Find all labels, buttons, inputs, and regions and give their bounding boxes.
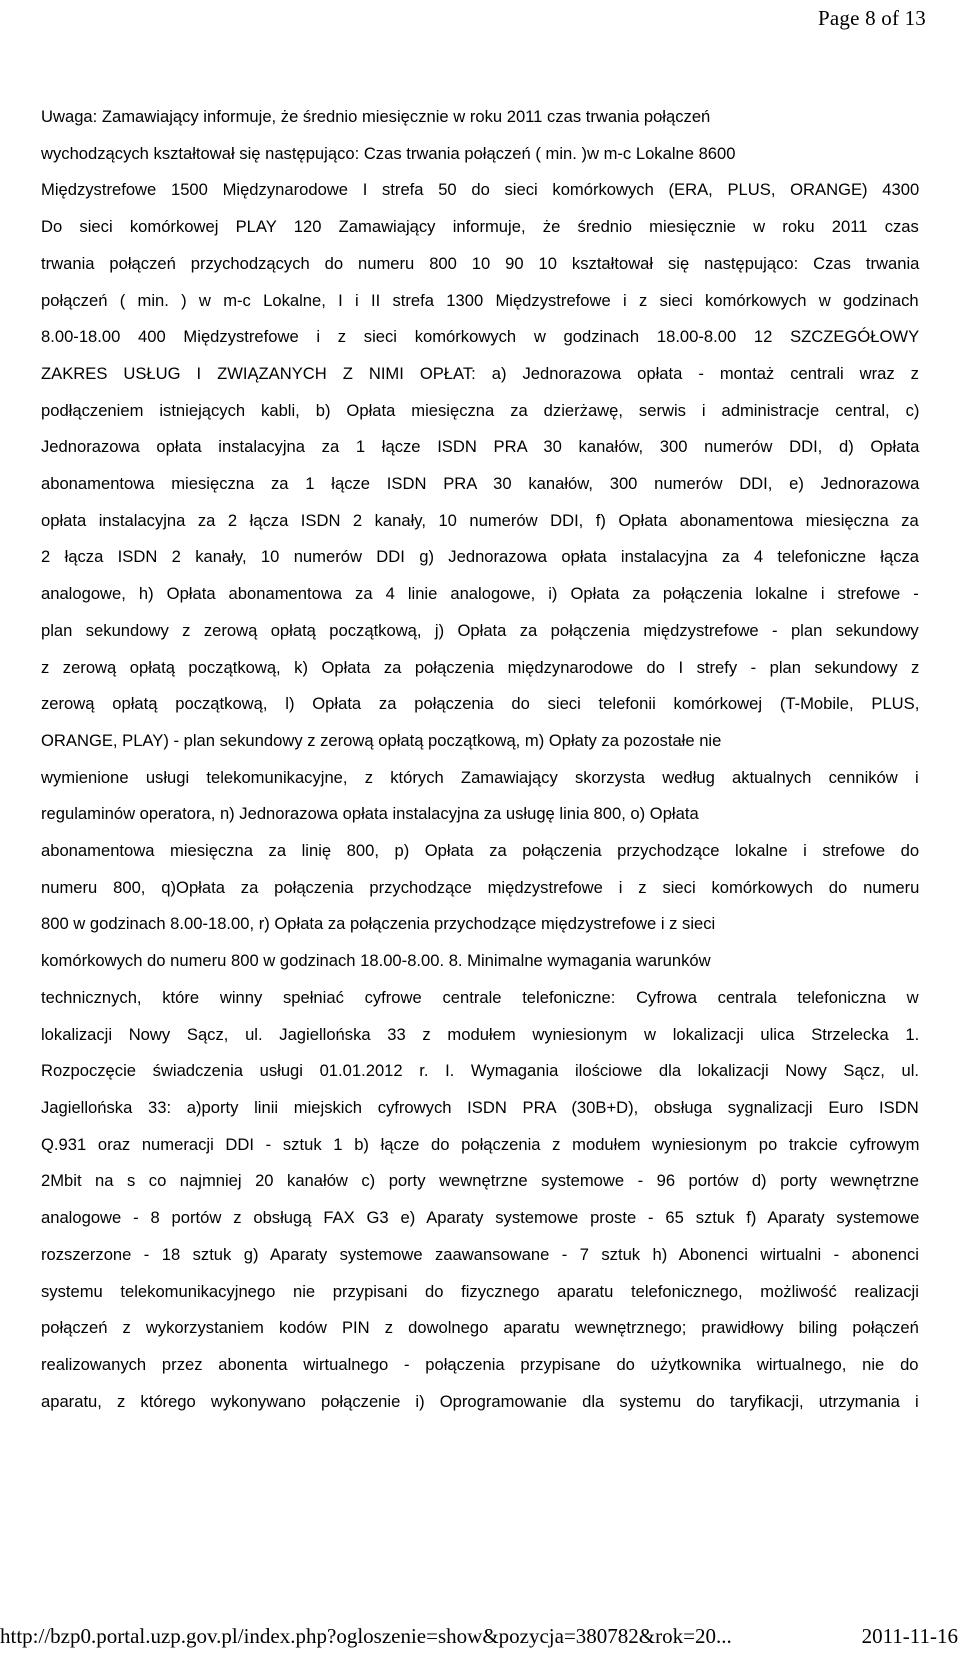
body-line: plan sekundowy z zerową opłatą początkową, j) Opłata za połączenia międzystrefowe - plan sekundowy — [41, 620, 919, 640]
body-line: ORANGE, PLAY) - plan sekundowy z zerową opłatą początkową, m) Opłaty za pozostałe nie — [41, 730, 722, 750]
body-line: analogowe, h) Opłata abonamentowa za 4 linie analogowe, i) Opłata za połączenia lokalne i strefowe - — [41, 584, 919, 604]
body-line: komórkowych do numeru 800 w godzinach 18.00-8.00. 8. Minimalne wymagania warunków — [41, 951, 711, 971]
body-line: 8.00-18.00 400 Międzystrefowe i z sieci komórkowych w godzinach 18.00-8.00 12 SZCZEGÓŁOWY — [41, 327, 920, 347]
footer-date: 2011-11-16 — [861, 1624, 958, 1648]
body-line: rozszerzone - 18 sztuk g) Aparaty systemowe zaawansowane - 7 sztuk h) Abonenci wirtualni - abonenci — [41, 1244, 919, 1264]
body-line: Do sieci komórkowej PLAY 120 Zamawiający informuje, że średnio miesięcznie w roku 2011 czas — [41, 217, 919, 237]
body-line: 2Mbit na s co najmniej 20 kanałów c) porty wewnętrzne systemowe - 96 portów d) porty wewnętrzne — [41, 1171, 919, 1191]
body-line: analogowe - 8 portów z obsługą FAX G3 e) Aparaty systemowe proste - 65 sztuk f) Aparaty systemowe — [41, 1208, 920, 1228]
body-line: ZAKRES USŁUG I ZWIĄZANYCH Z NIMI OPŁAT: a) Jednorazowa opłata - montaż centrali wraz z — [41, 363, 919, 383]
body-line: lokalizacji Nowy Sącz, ul. Jagiellońska 33 z modułem wyniesionym w lokalizacji ulica Strzelecka 1. — [41, 1024, 920, 1044]
body-line: opłata instalacyjna za 2 łącza ISDN 2 kanały, 10 numerów DDI, f) Opłata abonamentowa miesięczna za — [41, 510, 919, 530]
footer-url-link[interactable]: http://bzp0.portal.uzp.gov.pl/index.php?ogloszenie=show&pozycja=380782&rok=20... — [0, 1624, 732, 1648]
body-line: systemu telekomunikacyjnego nie przypisani do fizycznego aparatu telefonicznego, możliwość realizacji — [41, 1281, 919, 1301]
body-line: regulaminów operatora, n) Jednorazowa opłata instalacyjna za usługę linia 800, o) Opłata — [41, 804, 699, 824]
body-line: wymienione usługi telekomunikacyjne, z których Zamawiający skorzysta według aktualnych cenników i — [41, 767, 919, 787]
body-line: numeru 800, q)Opłata za połączenia przychodzące międzystrefowe i z sieci komórkowych do numeru — [41, 877, 920, 897]
page-footer — [0, 1624, 960, 1654]
body-line: podłączeniem istniejących kabli, b) Opłata miesięczna za dzierżawę, serwis i administracje central, c) — [41, 400, 920, 420]
body-line: Uwaga: Zamawiający informuje, że średnio miesięcznie w roku 2011 czas trwania połączeń — [41, 107, 711, 126]
body-line: Q.931 oraz numeracji DDI - sztuk 1 b) łącze do połączenia z modułem wyniesionym po trakcie cyfrowym — [41, 1134, 920, 1154]
document-body — [41, 99, 919, 1420]
body-line: z zerową opłatą początkową, k) Opłata za połączenia międzynarodowe do I strefy - plan sekundowy z — [41, 657, 920, 677]
body-line: aparatu, z którego wykonywano połączenie i) Oprogramowanie dla systemu do taryfikacji, utrzymania i — [41, 1391, 919, 1411]
body-line: Jagiellońska 33: a)porty linii miejskich cyfrowych ISDN PRA (30B+D), obsługa sygnalizacji Euro ISDN — [41, 1097, 919, 1117]
body-line: 800 w godzinach 8.00-18.00, r) Opłata za połączenia przychodzące międzystrefowe i z sieci — [41, 914, 716, 934]
body-line: abonamentowa miesięczna za 1 łącze ISDN PRA 30 kanałów, 300 numerów DDI, e) Jednorazowa — [41, 474, 920, 494]
body-line: zerową opłatą początkową, l) Opłata za połączenia do sieci telefonii komórkowej (T-Mobile, PLUS, — [41, 694, 920, 714]
body-line: Jednorazowa opłata instalacyjna za 1 łącze ISDN PRA 30 kanałów, 300 numerów DDI, d) Opłata — [41, 437, 920, 457]
body-line: połączeń z wykorzystaniem kodów PIN z dowolnego aparatu wewnętrznego; prawidłowy biling połączeń — [41, 1318, 919, 1338]
body-line: realizowanych przez abonenta wirtualnego - połączenia przypisane do użytkownika wirtualnego, nie do — [41, 1354, 919, 1374]
page-number-label: Page 8 of 13 — [818, 6, 926, 30]
body-line: trwania połączeń przychodzących do numeru 800 10 90 10 kształtował się następująco: Czas trwania — [41, 253, 920, 273]
body-line: 2 łącza ISDN 2 kanały, 10 numerów DDI g) Jednorazowa opłata instalacyjna za 4 telefoniczne łącza — [41, 547, 920, 567]
body-line: połączeń ( min. ) w m-c Lokalne, I i II strefa 1300 Międzystrefowe i z sieci komórkowych w godzinach — [41, 290, 919, 310]
body-line: Rozpoczęcie świadczenia usługi 01.01.2012 r. I. Wymagania ilościowe dla lokalizacji Nowy Sącz, ul. — [41, 1061, 920, 1081]
body-line: abonamentowa miesięczna za linię 800, p) Opłata za połączenia przychodzące lokalne i strefowe do — [41, 841, 920, 861]
body-line: technicznych, które winny spełniać cyfrowe centrale telefoniczne: Cyfrowa centrala telefoniczna w — [41, 987, 919, 1007]
body-line: Międzystrefowe 1500 Międzynarodowe I strefa 50 do sieci komórkowych (ERA, PLUS, ORANGE) 4300 — [41, 180, 920, 200]
body-line: wychodzących kształtował się następująco: Czas trwania połączeń ( min. )w m-c Lokalne 8600 — [41, 143, 736, 163]
